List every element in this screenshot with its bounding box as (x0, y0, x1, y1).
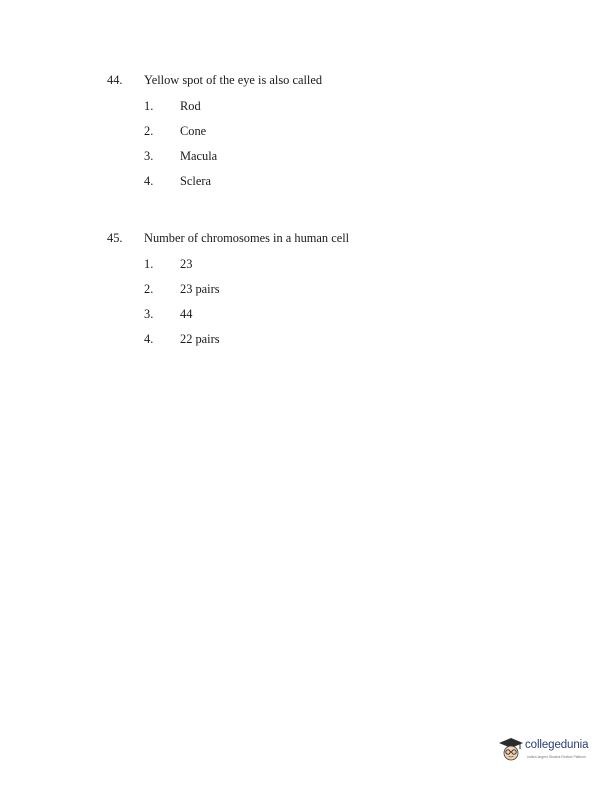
option-number: 2. (144, 124, 154, 138)
option-text: 22 pairs (180, 332, 220, 346)
collegedunia-watermark (498, 736, 598, 766)
option-number: 3. (144, 149, 154, 163)
option-text: 23 pairs (180, 282, 220, 296)
mascot-graduation-cap-icon (498, 736, 524, 764)
option-2 (0, 281, 612, 306)
option-3 (0, 306, 612, 331)
option-text: Cone (180, 124, 207, 138)
option-text: Sclera (180, 174, 211, 188)
option-1 (0, 98, 612, 123)
question-45 (0, 230, 612, 356)
option-number: 4. (144, 332, 154, 346)
option-number: 1. (144, 99, 154, 113)
question-text: Yellow spot of the eye is also called (144, 73, 323, 87)
question-text: Number of chromosomes in a human cell (144, 231, 350, 245)
option-list (0, 98, 612, 198)
brand-tagline: India's largest Student Review Platform (527, 755, 587, 759)
option-text: 44 (180, 307, 193, 321)
option-4 (0, 173, 612, 198)
option-number: 4. (144, 174, 154, 188)
option-1 (0, 256, 612, 281)
question-number: 44. (107, 73, 123, 87)
option-number: 1. (144, 257, 154, 271)
option-list (0, 256, 612, 356)
option-text: 23 (180, 257, 193, 271)
option-text: Macula (180, 149, 218, 163)
option-number: 3. (144, 307, 154, 321)
option-number: 2. (144, 282, 154, 296)
option-3 (0, 148, 612, 173)
question-44 (0, 72, 612, 198)
option-text: Rod (180, 99, 201, 113)
brand-name: collegedunia (525, 739, 589, 751)
question-number: 45. (107, 231, 123, 245)
option-4 (0, 331, 612, 356)
option-2 (0, 123, 612, 148)
